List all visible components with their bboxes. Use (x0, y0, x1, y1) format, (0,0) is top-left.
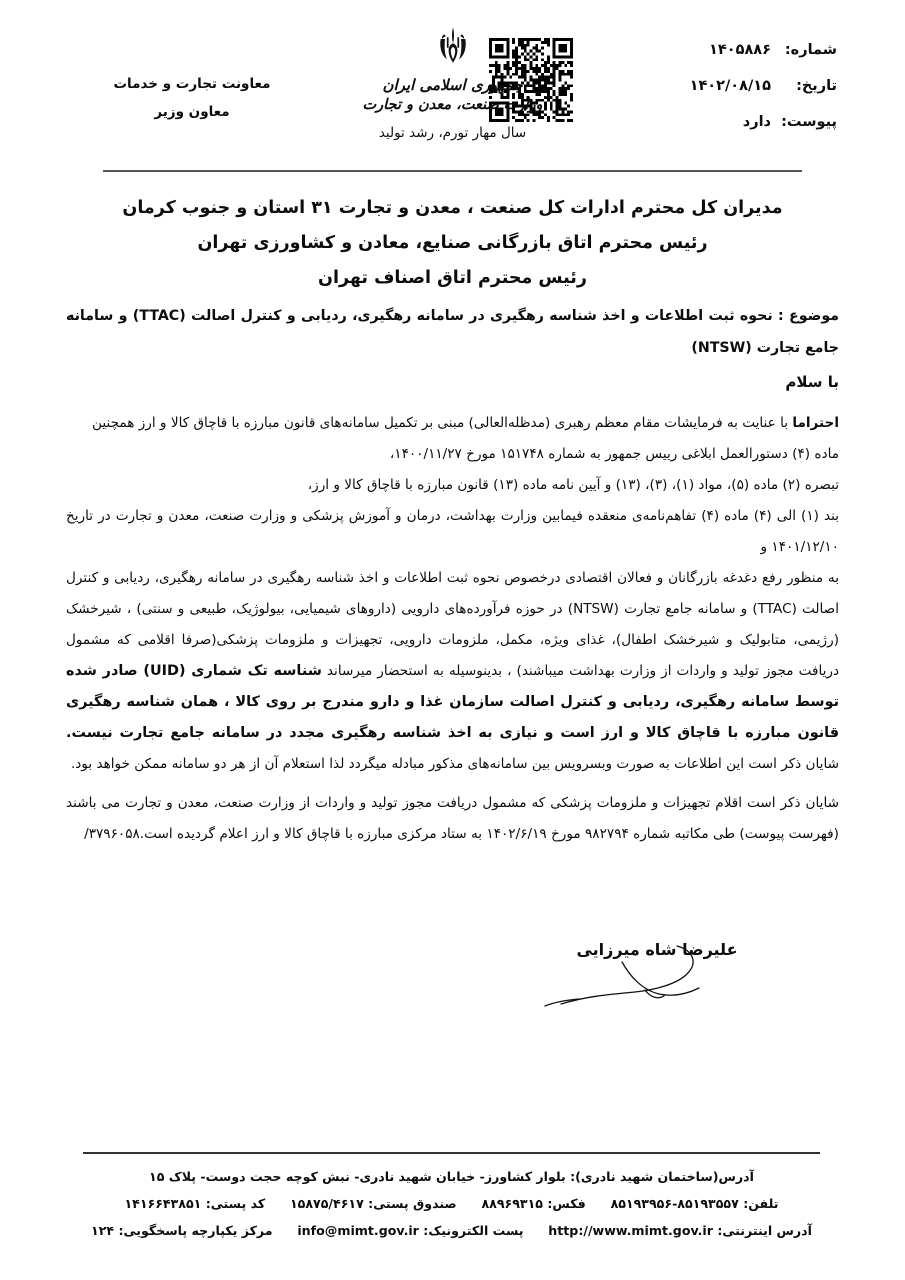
recipient-line-1: مدیران کل محترم ادارات کل صنعت ، معدن و تجارت ۳۱ استان و جنوب کرمان (122, 198, 783, 218)
ministry-name-line2: وزارت صنعت، معدن و تجارت (362, 96, 543, 113)
year-slogan: سال مهار تورم، رشد تولید (378, 125, 527, 141)
paragraph-1-bold-lead: احتراما (792, 415, 839, 431)
header-divider (103, 170, 802, 172)
legal-reference-3: بند (۱) الی (۴) ماده (۴) تفاهم‌نامه‌ی منعقده فیمابین وزارت بهداشت، درمان و آموزش پزشکی و وزارت صنعت، معدن و تجارت در تاریخ ۱۴۰۱/۱۲/۱۰ و (66, 508, 839, 555)
signer-name: علیرضا شاه میرزایی (576, 940, 738, 959)
recipients-block (103, 192, 802, 297)
pobox-value: ۱۵۸۷۵/۴۶۱۷ (289, 1196, 364, 1211)
body-paragraph-2 (66, 563, 839, 780)
callcenter-label: مرکز یکپارچه پاسخگویی: (118, 1223, 273, 1238)
email-label: پست الکترونیک: (423, 1223, 524, 1238)
document-header (0, 22, 905, 162)
signature-block (517, 940, 797, 959)
postcode-label: کد پستی: (205, 1196, 266, 1211)
iran-emblem-icon (0, 24, 905, 72)
footer-address: آدرس(ساختمان شهید نادری): بلوار کشاورز- خیابان شهید نادری- نبش کوچه حجت دوست- پلاک ۱۵ (149, 1169, 754, 1184)
footer-contact-row (83, 1190, 820, 1217)
paragraph-2-emphasis: شناسه تک شماری (UID) صادر شده توسط سامانه رهگیری، ردیابی و کنترل اصالت سازمان غذا و دارو مندرج بر روی کالا ، همان شناسه رهگیری قانون مبارزه با قاچاق کالا و ارز است و نیازی به اخذ شناسه رهگیری مجدد در سامانه جامع تجارت نیست. (66, 663, 839, 741)
fax-label: فکس: (547, 1196, 586, 1211)
greeting-line: با سلام (785, 373, 839, 391)
subject-text: نحوه ثبت اطلاعات و اخذ شناسه رهگیری در سامانه رهگیری، ردیابی و کنترل اصالت (TTAC) و سامانه جامع تجارت (NTSW) (66, 308, 839, 356)
paragraph-spacer (66, 780, 839, 788)
subject-label: موضوع : (772, 308, 839, 324)
website-label: آدرس اینترنتی: (717, 1223, 812, 1238)
attachment-label: پیوست: (781, 114, 837, 130)
postcode-value: ۱۴۱۶۶۴۳۸۵۱ (124, 1196, 202, 1211)
document-footer (83, 1163, 820, 1244)
department-line1: معاونت تجارت و خدمات (113, 76, 271, 92)
attachment-value: دارد (742, 114, 771, 130)
fax-value: ۸۸۹۶۹۳۱۵ (481, 1196, 543, 1211)
department-line2: معاون وزیر (154, 104, 230, 120)
footer-divider (83, 1152, 820, 1154)
recipient-line-3: رئیس محترم اتاق اصناف تهران (318, 268, 587, 288)
phone-value: ۸۵۱۹۳۵۵۷-۸۵۱۹۳۹۵۶ (610, 1196, 739, 1211)
number-value: ۱۴۰۵۸۸۶ (709, 42, 771, 58)
document-body (66, 408, 839, 850)
website-url[interactable]: http://www.mimt.gov.ir (548, 1223, 713, 1238)
legal-reference-1: ماده (۴) دستورالعمل ابلاغی رییس جمهور به شماره ۱۵۱۷۴۸ مورخ ۱۴۰۰/۱۱/۲۷، (389, 446, 839, 462)
number-label: شماره: (784, 42, 837, 58)
footer-web-row (83, 1217, 820, 1244)
paragraph-1-rest: با عنایت به فرمایشات مقام معظم رهبری (مدظله‌العالی) مبنی بر تکمیل سامانه‌های قانون مبارزه با قاچاق کالا و ارز همچنین (92, 415, 793, 431)
body-paragraph-1 (66, 408, 839, 439)
subject-line (66, 300, 839, 364)
ministry-name-line1: جمهوری اسلامی ایران (382, 76, 523, 94)
date-label: تاریخ: (796, 78, 837, 94)
email-address[interactable]: info@mimt.gov.ir (297, 1223, 419, 1238)
date-value: ۱۴۰۲/۰۸/۱۵ (689, 78, 771, 94)
paragraph-2-part-2: شایان ذکر است این اطلاعات به صورت وبسرویس بین سامانه‌های مذکور مبادله میگردد لذا استعلام آن از هر دو سامانه ممکن خواهد بود. (70, 756, 839, 772)
recipient-line-2: رئیس محترم اتاق بازرگانی صنایع، معادن و کشاورزی تهران (197, 233, 708, 253)
paragraph-2-part-1: به منظور رفع دغدغه بازرگانان و فعالان اقتصادی درخصوص نحوه ثبت اطلاعات و اخذ شناسه رهگیری در سامانه رهگیری، ردیابی و کنترل اصالت (TTAC) و سامانه جامع تجارت (NTSW) در حوزه فرآورده‌های دارویی (داروهای شیمیایی، بیولوژیک، طبیعی و سنتی) ، شیرخشک (رژیمی، متابولیک و شیرخشک اطفال)، غذای ویژه، مکمل، ملزومات دارویی، تجهیزات و ملزومات پزشکی(صرفا اقلامی که مشمول دریافت مجوز تولید و واردات از وزارت بهداشت میباشند) ، بدینوسیله به استحضار میرساند (66, 570, 839, 679)
pobox-label: صندوق پستی: (368, 1196, 457, 1211)
legal-reference-2: تبصره (۲) ماده (۵)، مواد (۱)، (۳)، (۱۳) و آیین نامه ماده (۱۳) قانون مبارزه با قاچاق کالا و ارز، (307, 477, 839, 493)
department-block (62, 70, 322, 126)
phone-label: تلفن: (743, 1196, 779, 1211)
body-paragraph-3: شایان ذکر است اقلام تجهیزات و ملزومات پزشکی که مشمول دریافت مجوز تولید و واردات از وزارت صنعت، معدن و تجارت می باشند (فهرست پیوست) طی مکاتبه شماره ۹۸۲۷۹۴ مورخ ۱۴۰۲/۶/۱۹ به ستاد مرکزی مبارزه با قاچاق کالا و ارز اعلام گردیده است.۳۷۹۶۰۵۸/ (66, 795, 839, 842)
callcenter-value: ۱۲۴ (91, 1223, 115, 1238)
